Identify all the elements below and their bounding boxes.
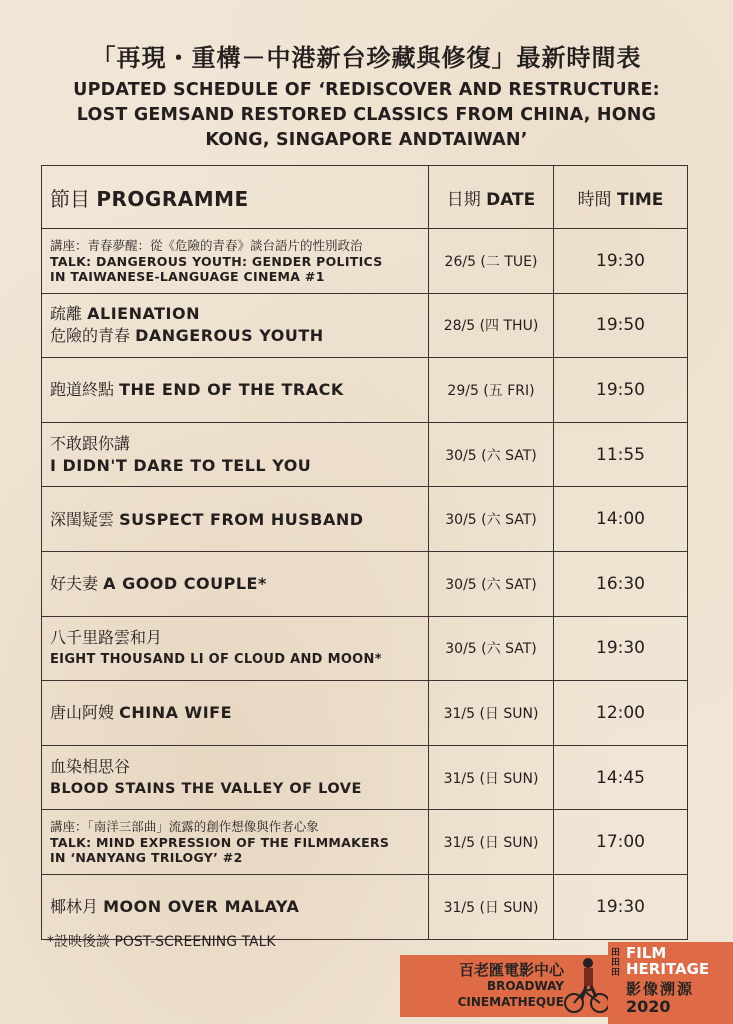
programme-cell [42,551,429,616]
programme-zh: 疏離 [50,304,83,324]
header-time-en: TIME [616,189,664,210]
page-title-en-line1: UPDATED SCHEDULE OF ‘REDISCOVER AND RESTRUCTURE: [73,80,660,100]
date-cell: 28/5 (四 THU) [429,293,554,358]
broadway-logo-zh: 百老匯電影中心 [458,961,564,979]
date-cell: 31/5 (日 SUN) [429,745,554,810]
time-cell: 14:45 [554,745,688,810]
programme-zh: 講座：青春夢醒：從《危險的青春》談台語片的性別政治 [50,237,363,253]
header-date-en: DATE [486,189,536,210]
date-cell: 31/5 (日 SUN) [429,810,554,875]
programme-en-line2: IN ‘NANYANG TRILOGY’ #2 [50,850,243,866]
time-cell: 14:00 [554,487,688,552]
film-heritage-zh: 影像溯源 [626,980,695,998]
programme-zh: 血染相思谷 [50,756,131,776]
broadway-cinematheque-logo [400,955,608,1017]
programme-zh: 好夫妻 [50,574,99,594]
date-cell: 31/5 (日 SUN) [429,874,554,939]
programme-zh: 深閨疑雲 [50,509,115,529]
programme-en-line1: TALK: DANGEROUS YOUTH: GENDER POLITICS [50,253,383,269]
date-cell: 30/5 (六 SAT) [429,422,554,487]
programme-en-line1: TALK: MIND EXPRESSION OF THE FILMMAKERS [50,835,390,851]
table-row [42,616,688,681]
programme-cell [42,681,429,746]
programme-zh-2: 危險的青春 [50,326,131,346]
programme-cell [42,293,429,358]
programme-zh: 唐山阿嫂 [50,703,115,723]
header-time [554,166,688,229]
programme-en: CHINA WIFE [119,703,232,723]
time-cell: 19:30 [554,616,688,681]
film-heritage-line1: FILM [626,944,667,962]
programme-zh: 跑道終點 [50,380,115,400]
header-date-zh: 日期 [446,189,481,210]
page-title-en [30,78,703,153]
page-title-en-line2: LOST GEMSAND RESTORED CLASSICS FROM CHINA, HONG [76,105,657,125]
programme-en: I DIDN'T DARE TO TELL YOU [50,455,312,475]
programme-en: THE END OF THE TRACK [119,380,344,400]
programme-en: SUSPECT FROM HUSBAND [119,509,364,529]
programme-line [50,303,420,325]
date-cell: 31/5 (日 SUN) [429,681,554,746]
table-row [42,229,688,294]
programme-cell [42,229,429,294]
programme-cell [42,810,429,875]
programme-en: ALIENATION [87,304,200,324]
programme-line [50,325,420,347]
film-heritage-line2: HERITAGE [626,960,710,978]
time-cell: 19:30 [554,874,688,939]
programme-cell [42,745,429,810]
time-cell: 19:30 [554,229,688,294]
page-title-en-line3: KONG, SINGAPORE ANDTAIWAN’ [205,130,528,150]
date-cell: 30/5 (六 SAT) [429,551,554,616]
film-heritage-logo [608,942,733,1024]
table-row [42,874,688,939]
schedule-table [41,165,688,940]
time-cell: 19:50 [554,358,688,423]
programme-zh: 椰林月 [50,897,99,917]
table-header-row [42,166,688,229]
time-cell: 12:00 [554,681,688,746]
cyclist-icon [564,955,610,1015]
header-date [429,166,554,229]
header-time-zh: 時間 [577,189,612,210]
time-cell: 17:00 [554,810,688,875]
programme-zh: 八千里路雲和月 [50,627,163,647]
date-cell: 30/5 (六 SAT) [429,616,554,681]
time-cell: 11:55 [554,422,688,487]
time-cell: 16:30 [554,551,688,616]
programme-cell [42,874,429,939]
programme-en: MOON OVER MALAYA [103,897,300,917]
time-cell: 19:50 [554,293,688,358]
table-row [42,681,688,746]
programme-cell [42,422,429,487]
header-programme-zh: 節目 [50,186,90,211]
programme-en: BLOOD STAINS THE VALLEY OF LOVE [50,780,362,797]
table-row [42,551,688,616]
table-row [42,745,688,810]
programme-cell [42,616,429,681]
programme-en: A GOOD COUPLE* [103,574,267,594]
programme-cell [42,487,429,552]
table-row [42,810,688,875]
programme-en-2: DANGEROUS YOUTH [135,326,324,346]
date-cell: 30/5 (六 SAT) [429,487,554,552]
programme-zh: 講座：「南洋三部曲」流露的創作想像與作者心象 [50,819,319,835]
programme-zh: 不敢跟你講 [50,433,131,453]
header-programme-en: PROGRAMME [96,186,249,211]
page-title-zh: 「再現・重構－中港新台珍藏與修復」最新時間表 [91,43,642,72]
footnote: *設映後談 POST-SCREENING TALK [47,934,276,950]
table-row [42,358,688,423]
film-heritage-vertical: 田田田 [611,948,621,978]
programme-en-line2: IN TAIWANESE-LANGUAGE CINEMA #1 [50,268,325,284]
table-row [42,487,688,552]
date-cell: 29/5 (五 FRI) [429,358,554,423]
date-cell: 26/5 (二 TUE) [429,229,554,294]
broadway-logo-en2: CINEMATHEQUE [457,995,564,1009]
header-programme [42,166,429,229]
table-row [42,422,688,487]
table-row [42,293,688,358]
programme-cell [42,358,429,423]
film-heritage-year: 2020 [626,997,671,1016]
broadway-logo-en1: BROADWAY [486,979,564,993]
programme-en: EIGHT THOUSAND LI OF CLOUD AND MOON* [50,651,382,667]
